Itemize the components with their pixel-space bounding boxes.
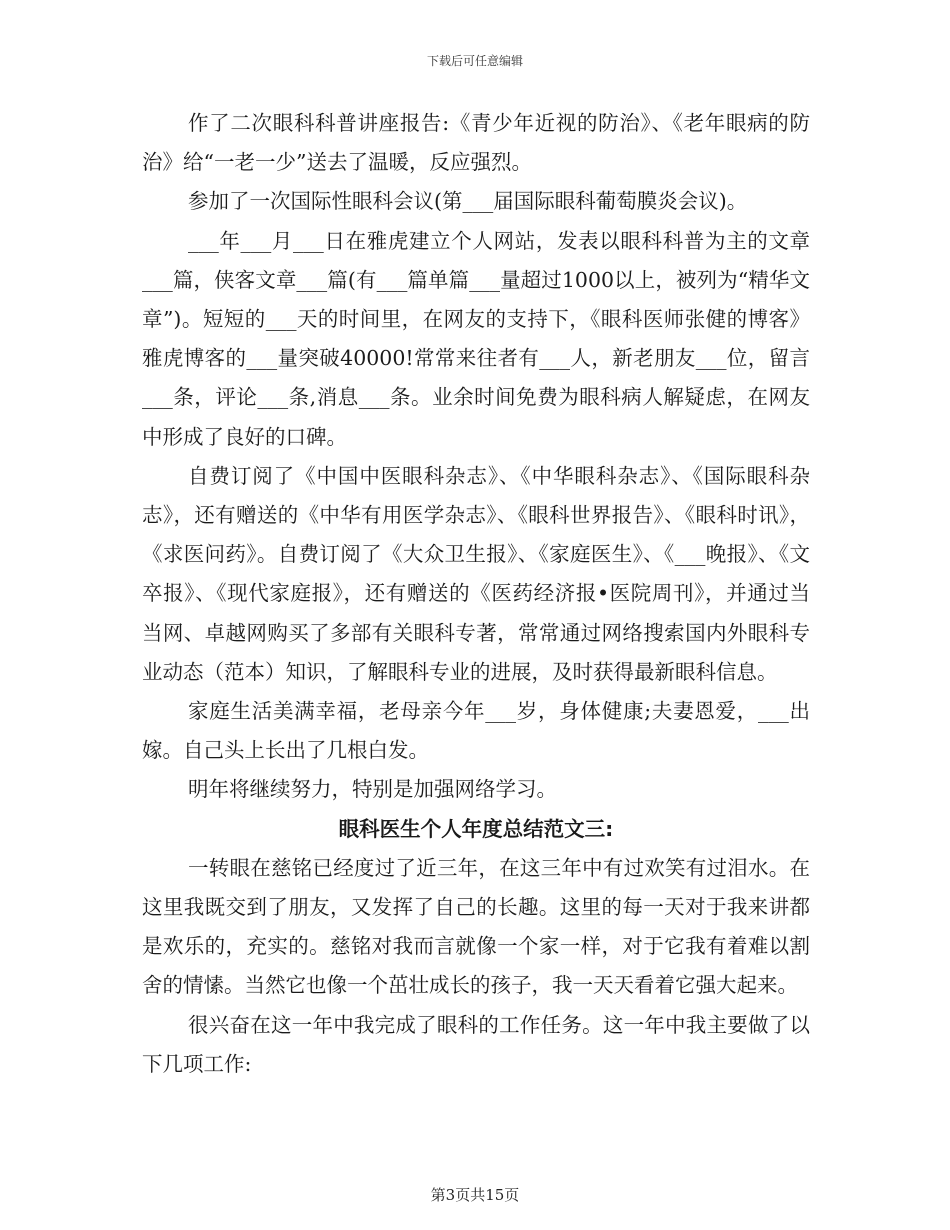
paragraph-conference: 参加了一次国际性眼科会议(第___届国际眼科葡萄膜炎会议)。 [188, 189, 748, 214]
paragraph-work-tasks: 很兴奋在这一年中我完成了眼科的工作任务。这一年中我主要做了以下几项工作: [142, 1012, 810, 1076]
document-body [142, 104, 810, 1084]
paragraph-family: 家庭生活美满幸福，老母亲今年___岁，身体健康;夫妻恩爱，___出嫁。自己头上长出了几根白发。 [142, 699, 810, 763]
section-title: 眼科医生个人年度总结范文三: [338, 816, 614, 841]
paragraph-three-years: 一转眼在慈铭已经度过了近三年，在这三年中有过欢笑有过泪水。在这里我既交到了朋友，又发挥了自己的长趣。这里的每一天对于我来讲都是欢乐的，充实的。慈铭对我而言就像一个家一样，对于它我有着难以割舍的情愫。当然它也像一个茁壮成长的孩子，我一天天看着它强大起来。 [142, 855, 810, 998]
paragraph-next-year: 明年将继续努力，特别是加强网络学习。 [188, 777, 557, 802]
page-footer: 第3页共15页 [430, 1186, 520, 1204]
paragraph-lectures: 作了二次眼科科普讲座报告:《青少年近视的防治》、《老年眼病的防治》给“一老一少”送去了温暖，反应强烈。 [142, 111, 810, 175]
paragraph-subscriptions: 自费订阅了《中国中医眼科杂志》、《中华眼科杂志》、《国际眼科杂志》，还有赠送的《中华有用医学杂志》、《眼科世界报告》、《眼科时讯》，《求医问药》。自费订阅了《大众卫生报》、《家庭医生》、《___晚报》、《文卒报》、《现代家庭报》，还有赠送的《医药经济报•医院周刊》，并通过当当网、卓越网购买了多部有关眼科专著，常常通过网络搜索国内外眼科专业动态（范本）知识，了解眼科专业的进展，及时获得最新眼科信息。 [142, 463, 810, 684]
page-header: 下载后可任意编辑 [426, 54, 523, 68]
paragraph-website: ___年___月___日在雅虎建立个人网站，发表以眼科科普为主的文章___篇，侠客文章___篇(有___篇单篇___量超过1000以上，被列为“精华文章”)。短短的___天的时间里，在网友的支持下，《眼科医师张健的博客》雅虎博客的___量突破40000!常常来往者有___人，新老朋友___位，留言___条，评论___条,消息___条。业余时间免费为眼科病人解疑虑，在网友中形成了良好的口碑。 [142, 228, 810, 449]
